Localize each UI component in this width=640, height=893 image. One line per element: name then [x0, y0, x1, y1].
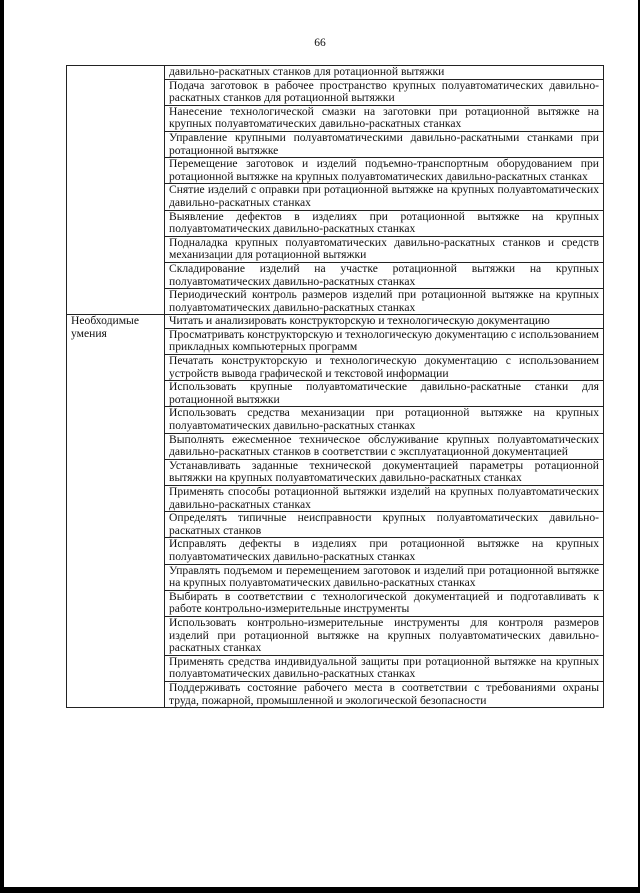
- requirement-item: Использовать контрольно-измерительные инструменты для контроля размеров изделий при ротационной вытяжке на крупных полуавтоматических давильно-раскатных станках: [165, 616, 604, 655]
- requirement-item: Просматривать конструкторскую и технологическую документацию с использованием прикладных компьютерных программ: [165, 328, 604, 354]
- page-number: 66: [314, 37, 326, 49]
- requirement-item: Исправлять дефекты в изделиях при ротационной вытяжке на крупных полуавтоматических давильно-раскатных станках: [165, 538, 604, 564]
- requirements-table-body: [67, 66, 604, 708]
- requirement-item: Управление крупными полуавтоматическими давильно-раскатными станками при ротационной вытяжке: [165, 131, 604, 157]
- requirement-item: Поддерживать состояние рабочего места в соответствии с требованиями охраны труда, пожарной, промышленной и экологической безопасности: [165, 681, 604, 707]
- requirement-item: Складирование изделий на участке ротационной вытяжки на крупных полуавтоматических давильно-раскатных станках: [165, 262, 604, 288]
- scan-edge-bottom: [0, 887, 640, 893]
- requirement-item: Использовать крупные полуавтоматические давильно-раскатные станки для ротационной вытяжки: [165, 381, 604, 407]
- requirement-item: Периодический контроль размеров изделий при ротационной вытяжке на крупных полуавтоматических давильно-раскатных станках: [165, 289, 604, 315]
- requirement-item: Выбирать в соответствии с технологической документацией и подготавливать к работе контрольно-измерительные инструменты: [165, 590, 604, 616]
- table-row: [67, 66, 604, 80]
- requirements-table: [66, 65, 604, 708]
- section-label-cell: Необходимые умения: [67, 315, 165, 708]
- requirement-item: Применять средства индивидуальной защиты при ротационной вытяжке на крупных полуавтоматических давильно-раскатных станках: [165, 655, 604, 681]
- requirement-item: Снятие изделий с оправки при ротационной вытяжке на крупных полуавтоматических давильно-раскатных станках: [165, 184, 604, 210]
- requirement-item: Устанавливать заданные технической документацией параметры ротационной вытяжки на крупных полуавтоматических давильно-раскатных станках: [165, 459, 604, 485]
- requirement-item: давильно-раскатных станков для ротационной вытяжки: [165, 66, 604, 80]
- requirement-item: Определять типичные неисправности крупных полуавтоматических давильно-раскатных станков: [165, 512, 604, 538]
- table-row: [67, 315, 604, 329]
- requirement-item: Управлять подъемом и перемещением заготовок и изделий при ротационной вытяжке на крупных полуавтоматических давильно-раскатных станках: [165, 564, 604, 590]
- requirement-item: Печатать конструкторскую и технологическую документацию с использованием устройств вывода графической и текстовой информации: [165, 355, 604, 381]
- section-label-cell: [67, 66, 165, 315]
- requirement-item: Подача заготовок в рабочее пространство крупных полуавтоматических давильно-раскатных станков для ротационной вытяжки: [165, 79, 604, 105]
- scan-edge-left: [0, 0, 4, 893]
- requirement-item: Применять способы ротационной вытяжки изделий на крупных полуавтоматических давильно-раскатных станках: [165, 486, 604, 512]
- requirement-item: Читать и анализировать конструкторскую и технологическую документацию: [165, 315, 604, 329]
- requirement-item: Выполнять ежесменное техническое обслуживание крупных полуавтоматических давильно-раскатных станков в соответствии с эксплуатационной документацией: [165, 433, 604, 459]
- requirement-item: Перемещение заготовок и изделий подъемно-транспортным оборудованием при ротационной вытяжке на крупных полуавтоматических давильно-раскатных станках: [165, 158, 604, 184]
- requirement-item: Нанесение технологической смазки на заготовки при ротационной вытяжке на крупных полуавтоматических давильно-раскатных станках: [165, 105, 604, 131]
- requirement-item: Использовать средства механизации при ротационной вытяжке на крупных полуавтоматических давильно-раскатных станках: [165, 407, 604, 433]
- requirement-item: Подналадка крупных полуавтоматических давильно-раскатных станков и средств механизации для ротационной вытяжки: [165, 236, 604, 262]
- requirement-item: Выявление дефектов в изделиях при ротационной вытяжке на крупных полуавтоматических давильно-раскатных станках: [165, 210, 604, 236]
